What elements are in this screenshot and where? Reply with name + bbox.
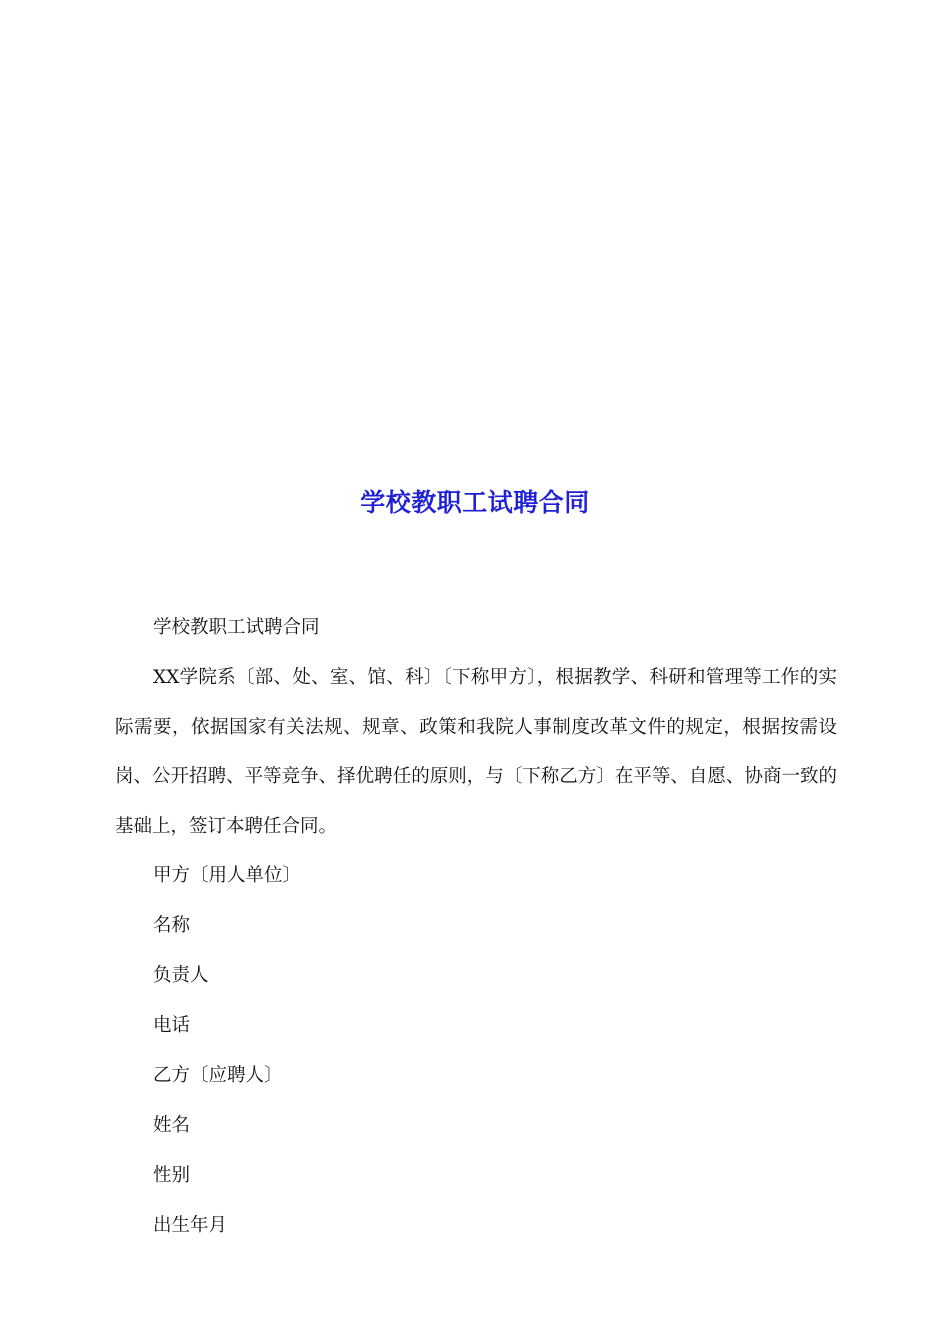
party-b-birth-label: 出生年月 (153, 1215, 228, 1236)
party-b-name-label: 姓名 (153, 1115, 191, 1136)
party-b-heading: 乙方〔应聘人〕 (153, 1065, 283, 1086)
party-a-phone-label: 电话 (153, 1015, 191, 1036)
intro-paragraph: XX学院系〔部、处、室、馆、科〕〔下称甲方〕，根据教学、科研和管理等工作的实际需要，依据国家有关法规、规章、政策和我院人事制度改革文件的规定，根据按需设岗、公开招聘、平等竞争、择优聘任的原则，与〔下称乙方〕在平等、自愿、协商一致的基础上，签订本聘任合同。 (115, 667, 837, 837)
document-body (115, 603, 837, 1251)
document-subtitle: 学校教职工试聘合同 (153, 617, 320, 638)
party-a-name-label: 名称 (153, 915, 191, 936)
party-a-leader-label: 负责人 (153, 965, 209, 986)
document-title: 学校教职工试聘合同 (360, 488, 590, 517)
party-b-gender-label: 性别 (153, 1165, 191, 1186)
party-a-heading: 甲方〔用人单位〕 (153, 865, 302, 886)
